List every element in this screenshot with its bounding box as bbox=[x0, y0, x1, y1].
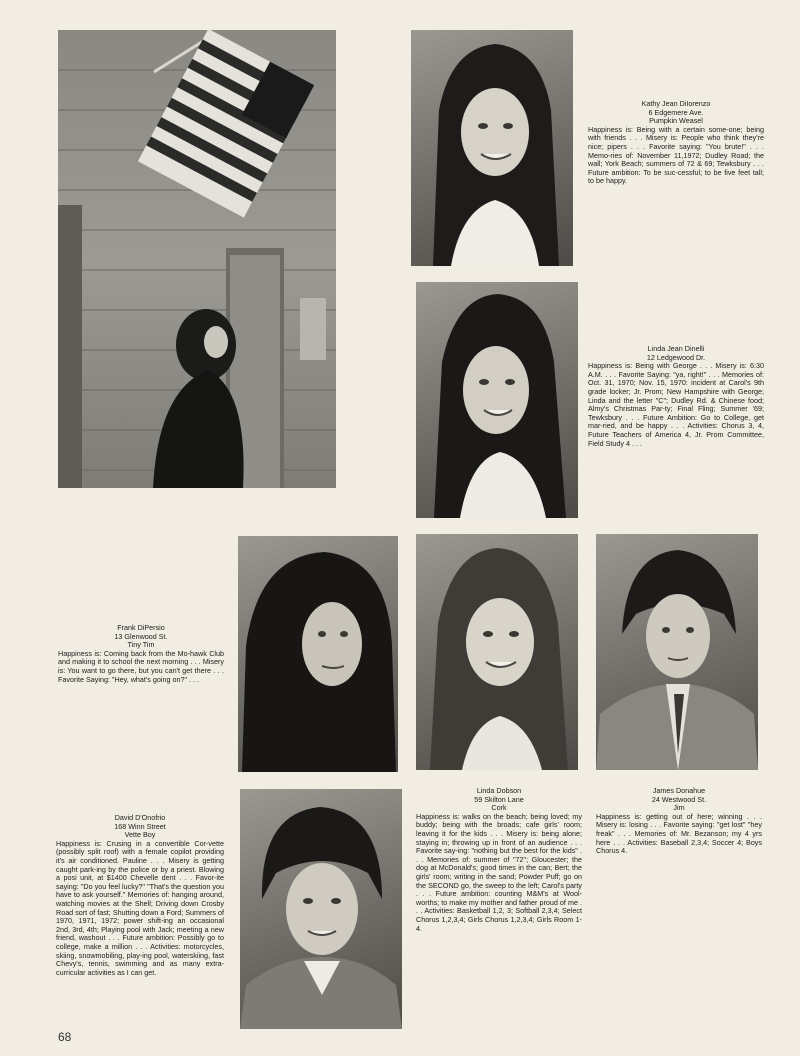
student-address: 6 Edgemere Ave. bbox=[648, 107, 704, 117]
student-bio-kathy-dilorenzo bbox=[588, 100, 764, 186]
student-photo-linda-dinelli bbox=[416, 282, 578, 518]
student-address: 12 Ledgewood Dr. bbox=[646, 352, 706, 362]
student-bio-text: Happiness is: walks on the beach; being loved; my buddy; being with the broads; cafe girls' room; leaving it for the kids . . . Misery is: being alone; staying in; throwing up in front of an audience . . . Favorite say-ing: "nothing but the best for the kids" . . . Memories of: summer of "72"; Gloucester; the dog at McDonald's; good times in the can; Bert; the girls' room; writing in the sand; Powder Puff; go on the SECOND go, the sweep to the left; Carol's party . . . Future ambition: counting M&M's at Wool-worths; to make my mother and father proud of me . . . Activities: Basketball 1,2, 3; Softball 2,3,4; Select Chorus 1,2,3,4; Girls Chorus 1,2,3,4; Girls Room 1-4. bbox=[416, 811, 582, 933]
student-name: Frank DiPersio bbox=[117, 623, 165, 632]
student-bio-linda-dobson bbox=[416, 787, 582, 933]
student-photo-james-donahue bbox=[596, 534, 758, 770]
student-bio-david-donofrio bbox=[56, 814, 224, 977]
student-bio-text: Happiness is: Crusing in a convertible Cor-vette (possibly split roof) with a female copilot providing it's air conditioned. Pauline . . . Misery is getting caught park-ing by the police or by a priest. Blowing a posi unit, at $1400 Chevelle dent . . . Favor-ite saying: "Do you feel lucky?" "That's the question you have to ask yourself." Memories of: hanging around, watching movies at the Shell; Driving down Crosby Road sort of fast; Shutting down a Ford; Summers of 1970, 1971, 1972; power shift-ing an occasional 2nd, 3rd, 4th; Playing pool with Jack; meeting a new friend, washout . . . Future ambition: Possibly go to college, make a million . . . Activities: motorcycles, skiing, snowmobiling, play-ing pool, waterskiing, fast Chevy's, tennis, swimming and as many extra-curricular activities as I can get. bbox=[56, 838, 224, 977]
page-number: 68 bbox=[58, 1030, 72, 1044]
candid-hallway-photo bbox=[58, 30, 336, 488]
student-nickname: Pumpkin Weasel bbox=[649, 116, 703, 126]
student-bio-text: Happiness is: Being with George . . . Misery is: 6:30 A.M. . . . Favorite Saying: "ya, right!" . . . Memories of: Oct. 31, 1970; Nov. 15, 1970: incident at Carol's 9th grade locker; Jr. Prom; New Hampshire with George; Linda and the letter "C"; Dudley Rd. & Chinese food; Almy's Christmas Par-ty; Final Fling; Summer '69; Tewksbury . . . Future Ambition: Go to College, get mar-ried, and be happy . . . Activities: Chorus 3, 4, Future Teachers of America 4, Jr. Prom Committee, Field Study 4 . . . bbox=[588, 361, 764, 448]
student-nickname: Vette Boy bbox=[124, 830, 156, 840]
student-address: 13 Glenwood St. bbox=[114, 631, 168, 641]
student-photo-kathy-dilorenzo bbox=[411, 30, 573, 266]
student-name: Linda Jean Dinelli bbox=[647, 344, 705, 353]
student-nickname: Jim bbox=[673, 803, 685, 813]
student-bio-linda-dinelli bbox=[588, 345, 764, 448]
student-name: Kathy Jean DiIorenzo bbox=[641, 99, 711, 108]
student-bio-james-donahue bbox=[596, 787, 762, 856]
student-bio-frank-dipersio bbox=[58, 624, 224, 684]
student-photo-linda-dobson bbox=[416, 534, 578, 770]
student-name: James Donahue bbox=[652, 786, 706, 795]
student-address: 168 Winn Street bbox=[114, 821, 166, 831]
student-name: David D'Onofrio bbox=[114, 813, 166, 822]
student-bio-text: Happiness is: Coming back from the Mo-hawk Club and making it to school the next morning . . . Misery is: You want to go there, but you can't get there . . . Favorite Saying: "Hey, what's going on?" . . . bbox=[58, 648, 224, 684]
student-nickname: Cork bbox=[491, 803, 507, 813]
student-photo-david-donofrio bbox=[240, 789, 402, 1029]
student-bio-text: Happiness is: getting out of here; winning . . . Misery is: losing . . . Favorite saying: "get lost" "hey freak" . . . Memories of: Mr. Bezanson; my 4 yrs here . . . Activities: Baseball 2,3,4; Soccer 4; Boys Chorus 4. bbox=[596, 811, 762, 856]
student-nickname: Tiny Tim bbox=[127, 640, 155, 650]
student-name: Linda Dobson bbox=[476, 786, 522, 795]
student-address: 59 Skilton Lane bbox=[474, 794, 524, 804]
student-bio-text: Happiness is: Being with a certain some-one; being with friends . . . Misery is: People who think they're nice; pipers . . . Favorite saying: "You brute!" . . . Memo-ries of: November 11,1972; Dudley Road; the wall; York Beach; summers of 72 & 69; Tewksbury . . . Future ambition: To be suc-cessful; to be five feet tall; to be happy. bbox=[588, 124, 764, 186]
student-address: 24 Westwood St. bbox=[651, 794, 707, 804]
student-photo-frank-dipersio bbox=[238, 536, 398, 772]
